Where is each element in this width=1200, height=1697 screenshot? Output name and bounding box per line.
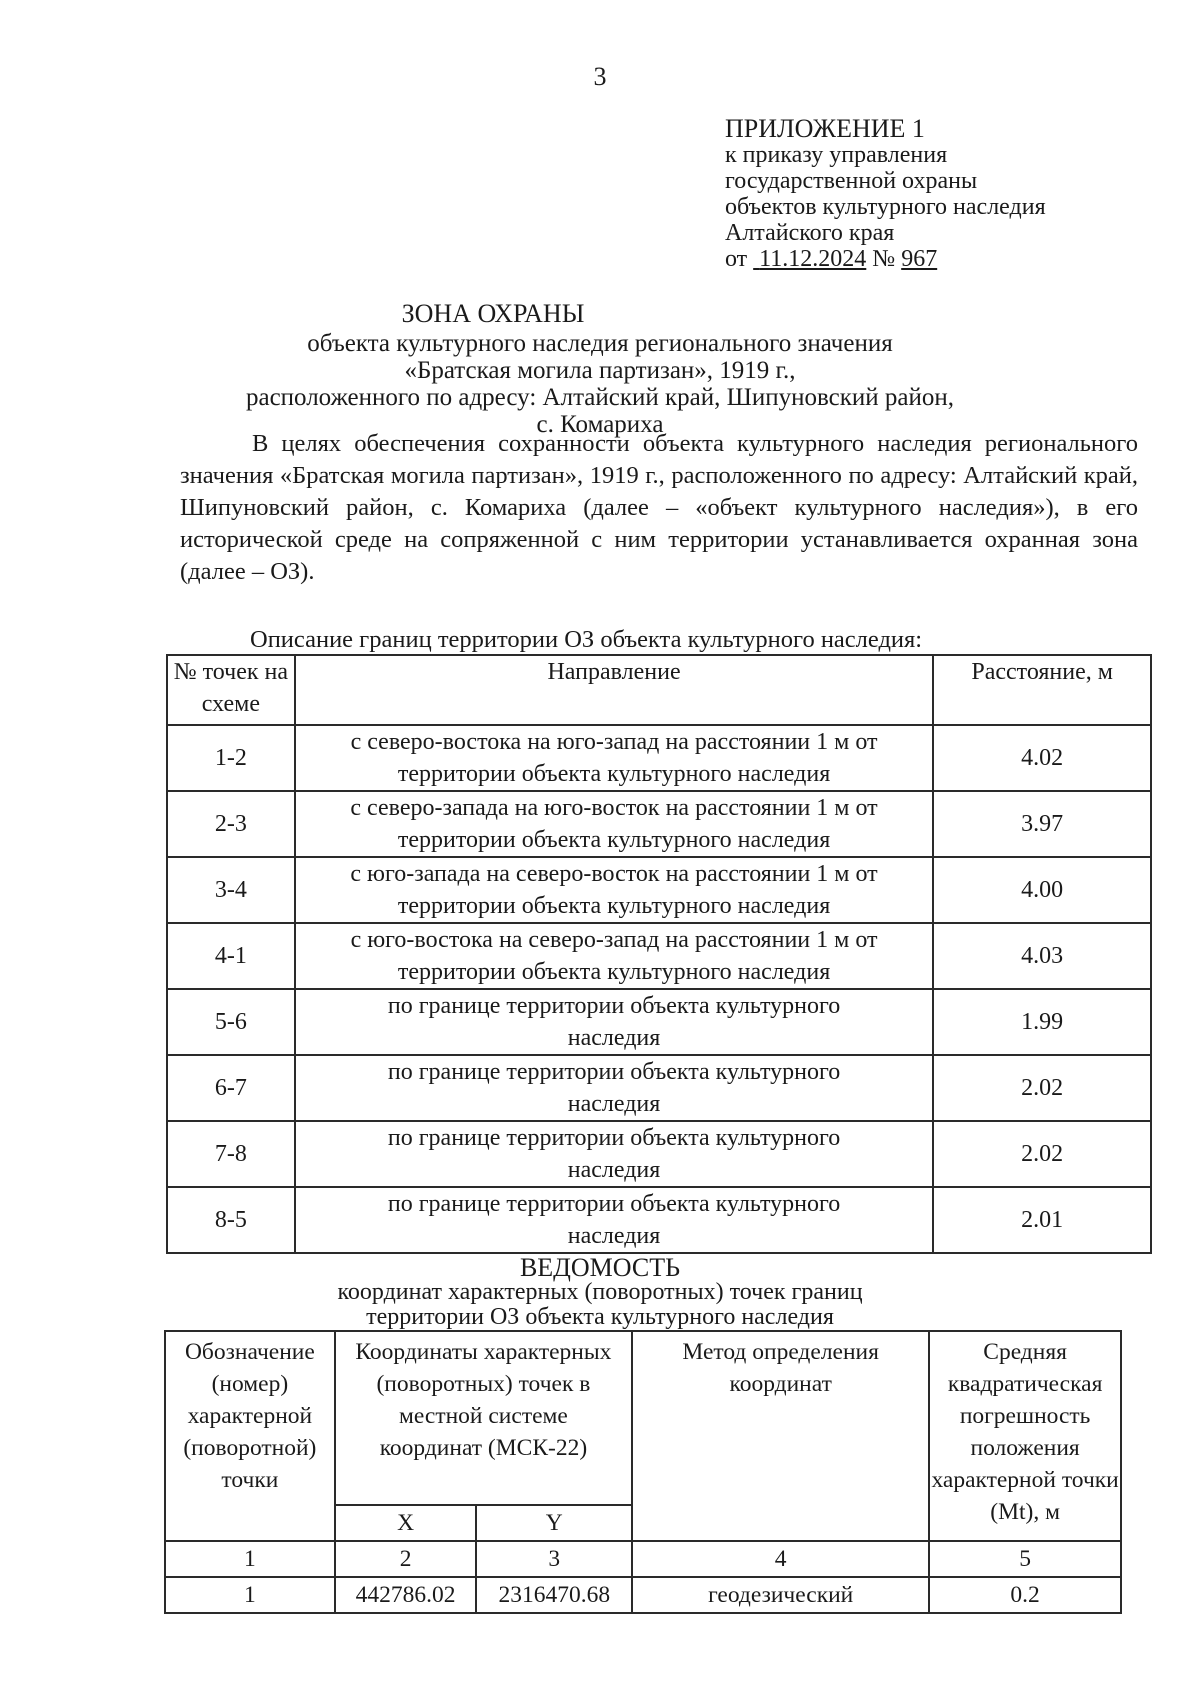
table-row	[167, 1055, 1151, 1121]
cell-points: 2-3	[167, 791, 295, 857]
cell-distance: 4.00	[933, 857, 1151, 923]
cell-direction: с юго-запада на северо-восток на расстоянии 1 м от территории объекта культурного наследия	[295, 857, 934, 923]
page-number: 3	[593, 62, 607, 91]
appendix-heading: ПРИЛОЖЕНИЕ 1	[725, 114, 925, 143]
cell-x: 442786.02	[335, 1577, 477, 1613]
appendix-line: государственной охраны	[725, 168, 978, 194]
table-row	[165, 1577, 1121, 1613]
cell-distance: 1.99	[933, 989, 1151, 1055]
cell-distance: 4.03	[933, 923, 1151, 989]
table-row	[167, 791, 1151, 857]
zone-title-line: с. Комариха	[536, 411, 664, 438]
cell-points: 5-6	[167, 989, 295, 1055]
appendix-line: объектов культурного наследия	[725, 194, 1046, 220]
column-number: 5	[929, 1541, 1121, 1577]
cell-direction: с северо-запада на юго-восток на расстоянии 1 м от территории объекта культурного наследия	[295, 791, 934, 857]
cell-points: 1-2	[167, 725, 295, 791]
cell-distance: 2.02	[933, 1121, 1151, 1187]
cell-direction: с юго-востока на северо-запад на расстоянии 1 м от территории объекта культурного наследия	[295, 923, 934, 989]
cell-points: 7-8	[167, 1121, 295, 1187]
order-date: 11.12.2024	[759, 246, 867, 272]
table-row	[167, 857, 1151, 923]
table-header-row	[167, 655, 1151, 725]
header-points: № точек на схеме	[167, 655, 295, 725]
header-distance: Расстояние, м	[933, 655, 1151, 725]
order-number: 967	[901, 246, 938, 272]
table-row	[167, 1187, 1151, 1253]
header-direction: Направление	[295, 655, 934, 725]
column-number: 2	[335, 1541, 477, 1577]
zone-title-main: ЗОНА ОХРАНЫ	[401, 299, 585, 328]
cell-points: 3-4	[167, 857, 295, 923]
statement-subtitle: территории ОЗ объекта культурного наследия	[366, 1304, 834, 1330]
cell-points: 8-5	[167, 1187, 295, 1253]
cell-distance: 2.01	[933, 1187, 1151, 1253]
column-number: 1	[165, 1541, 335, 1577]
statement-title	[0, 1255, 1200, 1330]
table-row	[167, 923, 1151, 989]
header-coordinates: Координаты характерных (поворотных) точек в местной системе координат (МСК-22)	[335, 1331, 632, 1505]
column-number-row	[165, 1541, 1121, 1577]
cell-distance: 2.02	[933, 1055, 1151, 1121]
cell-distance: 4.02	[933, 725, 1151, 791]
column-number: 3	[476, 1541, 632, 1577]
cell-y: 2316470.68	[476, 1577, 632, 1613]
date-prefix: от	[725, 246, 748, 272]
header-designation: Обозначение (номер) характерной (поворотной) точки	[165, 1331, 335, 1541]
cell-points: 6-7	[167, 1055, 295, 1121]
appendix-header	[725, 116, 1046, 272]
statement-heading: ВЕДОМОСТЬ	[519, 1253, 681, 1282]
table-row	[167, 989, 1151, 1055]
table-row	[167, 725, 1151, 791]
cell-point: 1	[165, 1577, 335, 1613]
header-method: Метод определения координат	[632, 1331, 929, 1541]
order-date-line	[725, 246, 1046, 272]
coordinates-table	[164, 1330, 1122, 1614]
number-prefix: №	[872, 246, 896, 272]
boundaries-caption: Описание границ территории ОЗ объекта культурного наследия:	[250, 626, 923, 653]
table-row	[167, 1121, 1151, 1187]
zone-title-line: расположенного по адресу: Алтайский край, Шипуновский район,	[245, 384, 955, 411]
cell-direction: по границе территории объекта культурного наследия	[295, 1055, 934, 1121]
cell-points: 4-1	[167, 923, 295, 989]
cell-error: 0.2	[929, 1577, 1121, 1613]
table-header-row	[165, 1331, 1121, 1505]
column-number: 4	[632, 1541, 929, 1577]
cell-direction: по границе территории объекта культурного наследия	[295, 989, 934, 1055]
appendix-line: к приказу управления	[725, 142, 948, 168]
zone-title	[0, 298, 1200, 438]
header-x: X	[335, 1505, 477, 1541]
zone-title-line: «Братская могила партизан», 1919 г.,	[404, 357, 796, 384]
header-y: Y	[476, 1505, 632, 1541]
appendix-line: Алтайского края	[725, 220, 895, 246]
boundaries-table	[166, 654, 1152, 1254]
cell-direction: по границе территории объекта культурного наследия	[295, 1121, 934, 1187]
cell-distance: 3.97	[933, 791, 1151, 857]
cell-direction: с северо-востока на юго-запад на расстоянии 1 м от территории объекта культурного наследия	[295, 725, 934, 791]
zone-title-line: объекта культурного наследия регионального значения	[307, 330, 893, 357]
cell-method: геодезический	[632, 1577, 929, 1613]
header-error: Средняя квадратическая погрешность положения характерной точки (Mt), м	[929, 1331, 1121, 1541]
cell-direction: по границе территории объекта культурного наследия	[295, 1187, 934, 1253]
statement-subtitle: координат характерных (поворотных) точек границ	[337, 1279, 863, 1305]
intro-paragraph: В целях обеспечения сохранности объекта культурного наследия регионального значения «Братская могила партизан», 1919 г., расположенного по адресу: Алтайский край, Шипуновский район, с. Комариха (далее – «объект культурного наследия»), в его исторической среде на сопряженной с ним территории устанавливается охранная зона (далее – ОЗ).	[180, 430, 1138, 585]
